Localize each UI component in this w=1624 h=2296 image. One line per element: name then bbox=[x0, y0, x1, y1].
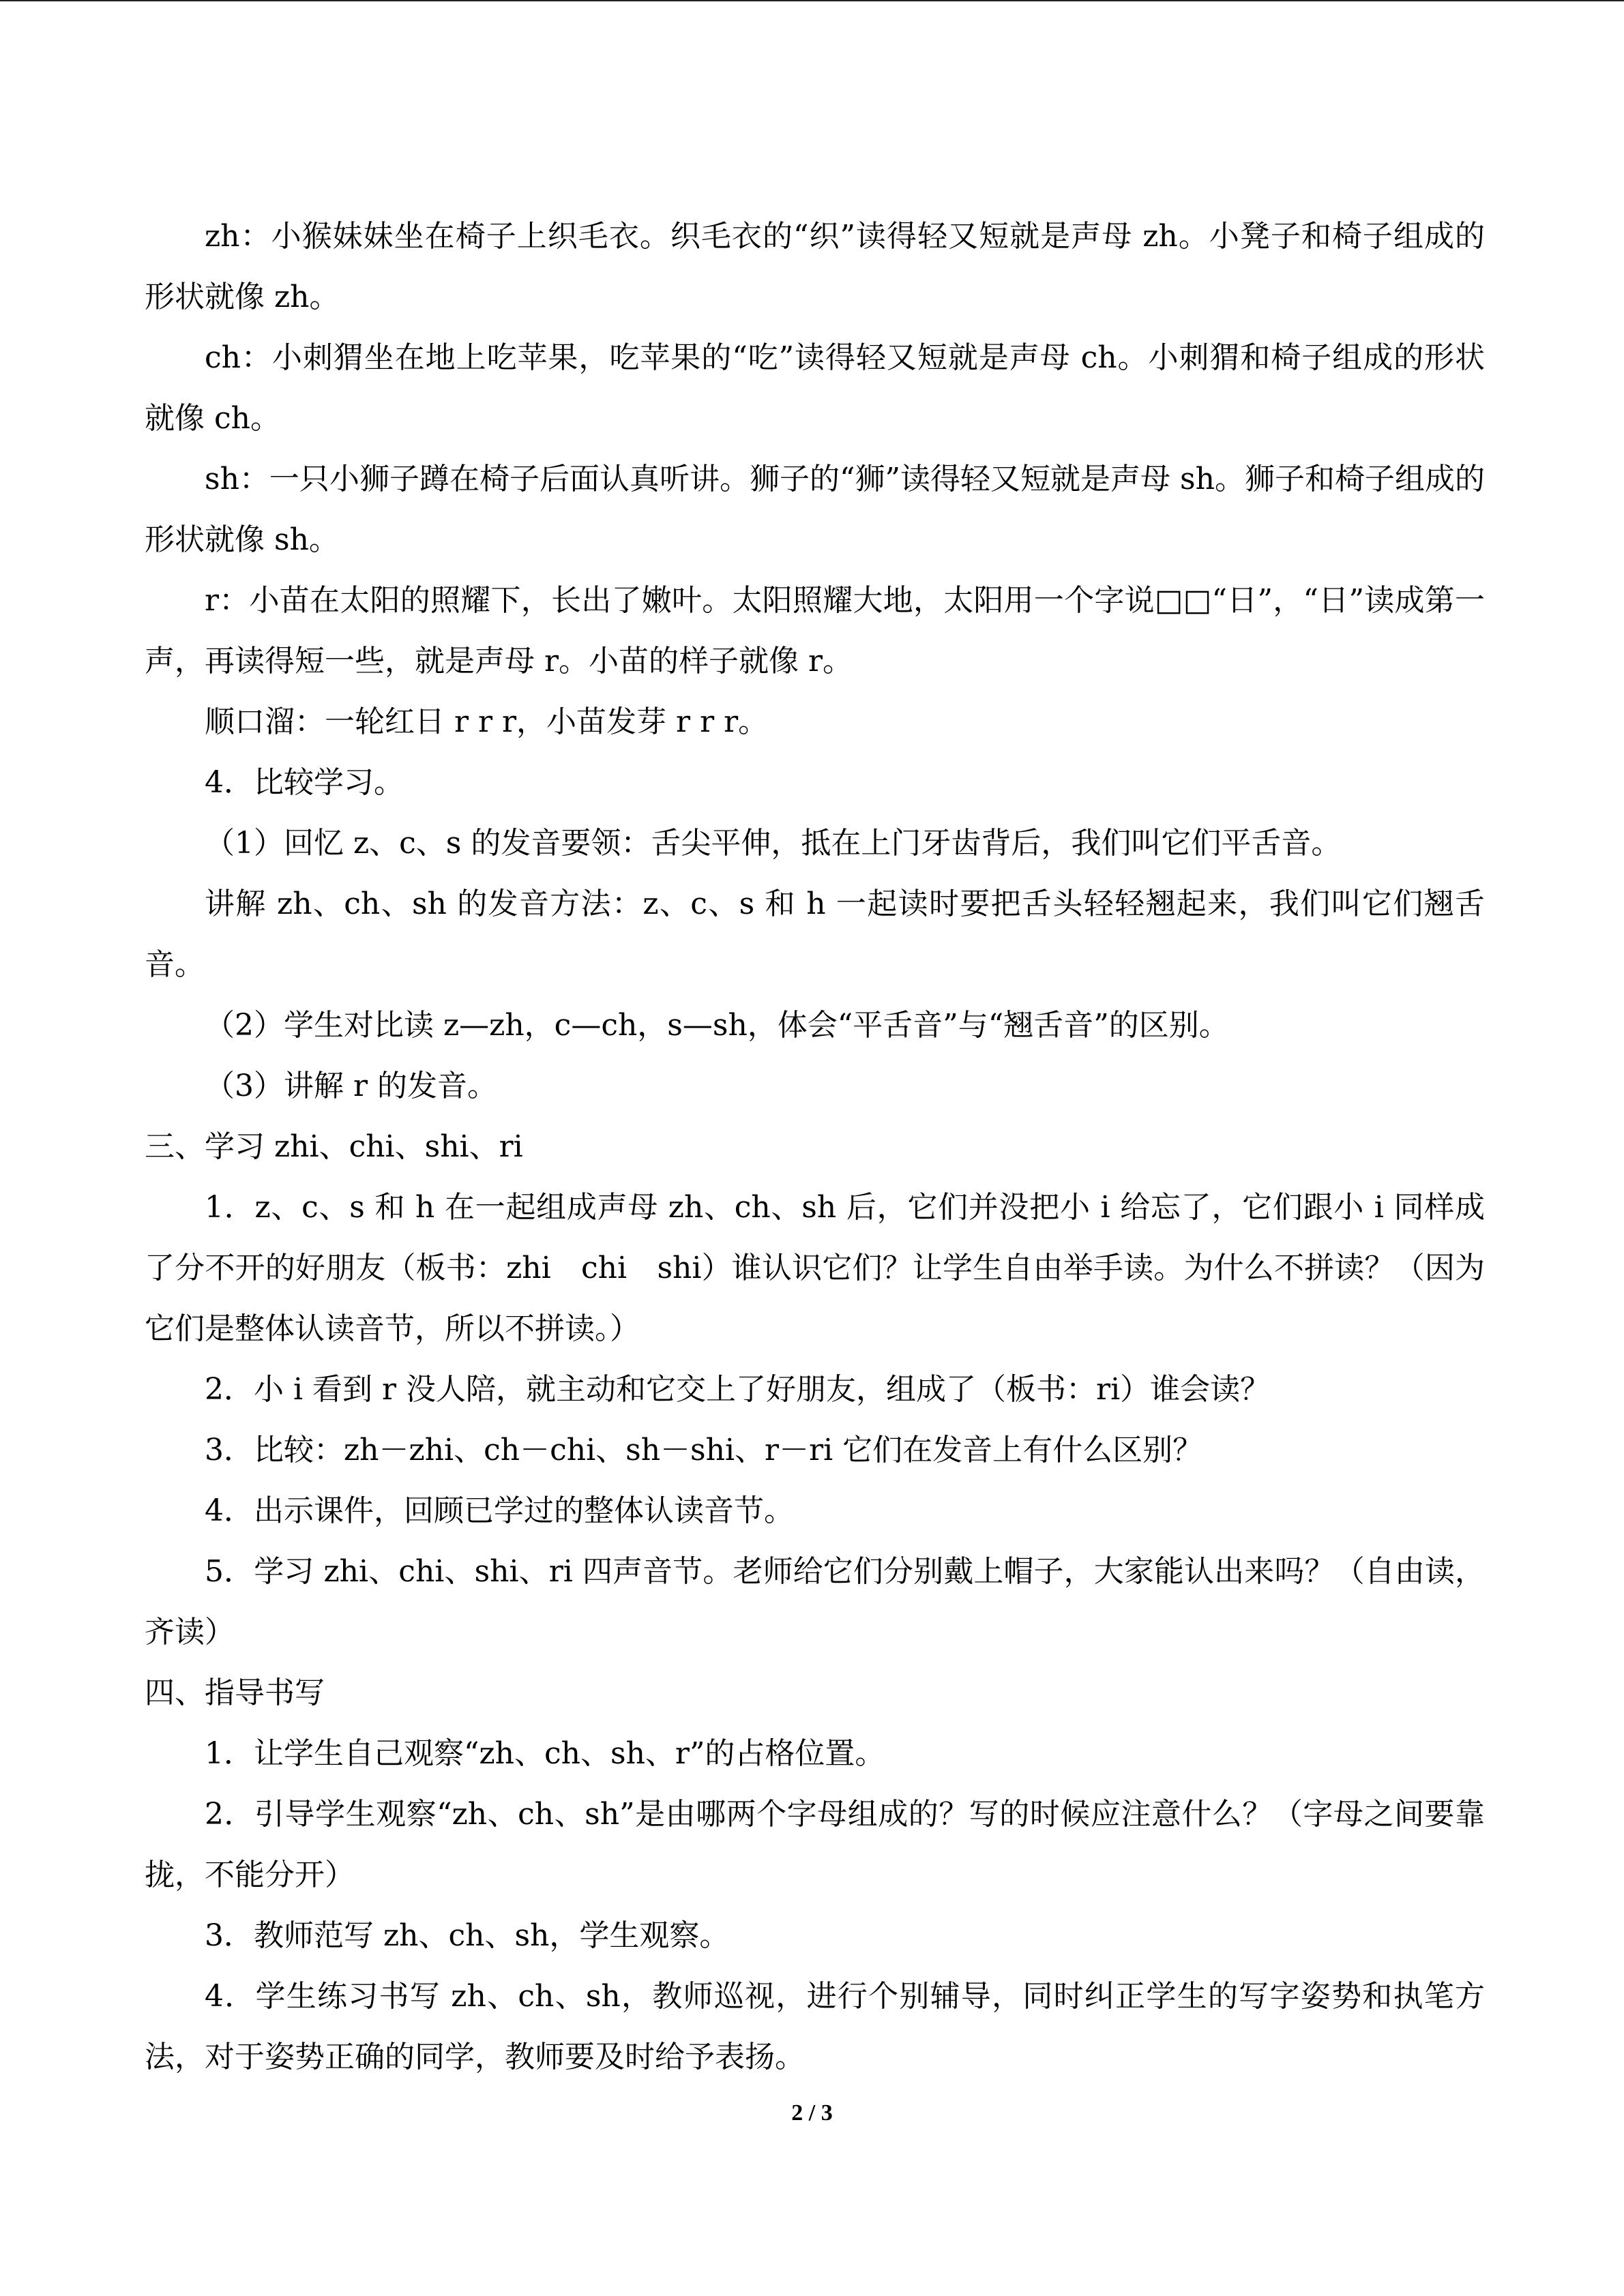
paragraph-sh: sh：一只小狮子蹲在椅子后面认真听讲。狮子的“狮”读得轻又短就是声母 sh。狮子和椅子组成的形状就像 sh。 bbox=[145, 462, 1485, 557]
section-heading-3: 三、学习 zhi、chi、shi、ri bbox=[145, 1129, 523, 1164]
paragraph-compare-explain: 讲解 zh、ch、sh 的发音方法：z、c、s 和 h 一起读时要把舌头轻轻翘起来，我们叫它们翘舌音。 bbox=[145, 886, 1485, 982]
section-heading-4: 四、指导书写 bbox=[145, 1675, 325, 1710]
paragraph-s4-1: 1．让学生自己观察“zh、ch、sh、r”的占格位置。 bbox=[205, 1736, 885, 1771]
paragraph-s3-1: 1．z、c、s 和 h 在一起组成声母 zh、ch、sh 后，它们并没把小 i 给忘了，它们跟小 i 同样成了分不开的好朋友（板书：zhi chi shi）谁认识它们？让学生自由举手读。为什么不拼读？（因为它们是整体认读音节，所以不拼读。） bbox=[145, 1190, 1485, 1346]
paragraph-s3-2: 2．小 i 看到 r 没人陪，就主动和它交上了好朋友，组成了（板书：ri）谁会读？ bbox=[205, 1372, 1271, 1407]
paragraph-zh: zh：小猴妹妹坐在椅子上织毛衣。织毛衣的“织”读得轻又短就是声母 zh。小凳子和椅子组成的形状就像 zh。 bbox=[145, 219, 1485, 314]
paragraph-s3-4: 4．出示课件，回顾已学过的整体认读音节。 bbox=[205, 1493, 794, 1528]
paragraph-compare-2: （2）学生对比读 z—zh，c—ch，s—sh，体会“平舌音”与“翘舌音”的区别。 bbox=[205, 1008, 1229, 1043]
paragraph-s4-4: 4．学生练习书写 zh、ch、sh，教师巡视，进行个别辅导，同时纠正学生的写字姿势和执笔方法，对于姿势正确的同学，教师要及时给予表扬。 bbox=[145, 1979, 1485, 2074]
paragraph-compare-3: （3）讲解 r 的发音。 bbox=[205, 1069, 497, 1103]
paragraph-s4-3: 3．教师范写 zh、ch、sh，学生观察。 bbox=[205, 1918, 730, 1953]
paragraph-s4-2: 2．引导学生观察“zh、ch、sh”是由哪两个字母组成的？写的时候应注意什么？（字母之间要靠拢，不能分开） bbox=[145, 1797, 1485, 1892]
paragraph-compare-1: （1）回忆 z、c、s 的发音要领：舌尖平伸，抵在上门牙齿背后，我们叫它们平舌音。 bbox=[205, 826, 1342, 861]
paragraph-ch: ch：小刺猬坐在地上吃苹果，吃苹果的“吃”读得轻又短就是声母 ch。小刺猬和椅子组成的形状就像 ch。 bbox=[145, 340, 1485, 436]
paragraph-compare-heading: 4．比较学习。 bbox=[205, 765, 404, 800]
paragraph-rhyme: 顺口溜：一轮红日 r r r，小苗发芽 r r r。 bbox=[205, 704, 769, 739]
paragraph-r: r：小苗在太阳的照耀下，长出了嫩叶。太阳照耀大地，太阳用一个字说□□“日”，“日”读成第一声，再读得短一些，就是声母 r。小苗的样子就像 r。 bbox=[145, 583, 1485, 679]
paragraph-s3-3: 3．比较：zh－zhi、ch－chi、sh－shi、r－ri 它们在发音上有什么区别？ bbox=[205, 1433, 1203, 1467]
page-number: 2 / 3 bbox=[791, 2100, 833, 2126]
document-body bbox=[145, 206, 1485, 2087]
paragraph-s3-5: 5．学习 zhi、chi、shi、ri 四声音节。老师给它们分别戴上帽子，大家能认出来吗？（自由读，齐读） bbox=[145, 1554, 1485, 1650]
